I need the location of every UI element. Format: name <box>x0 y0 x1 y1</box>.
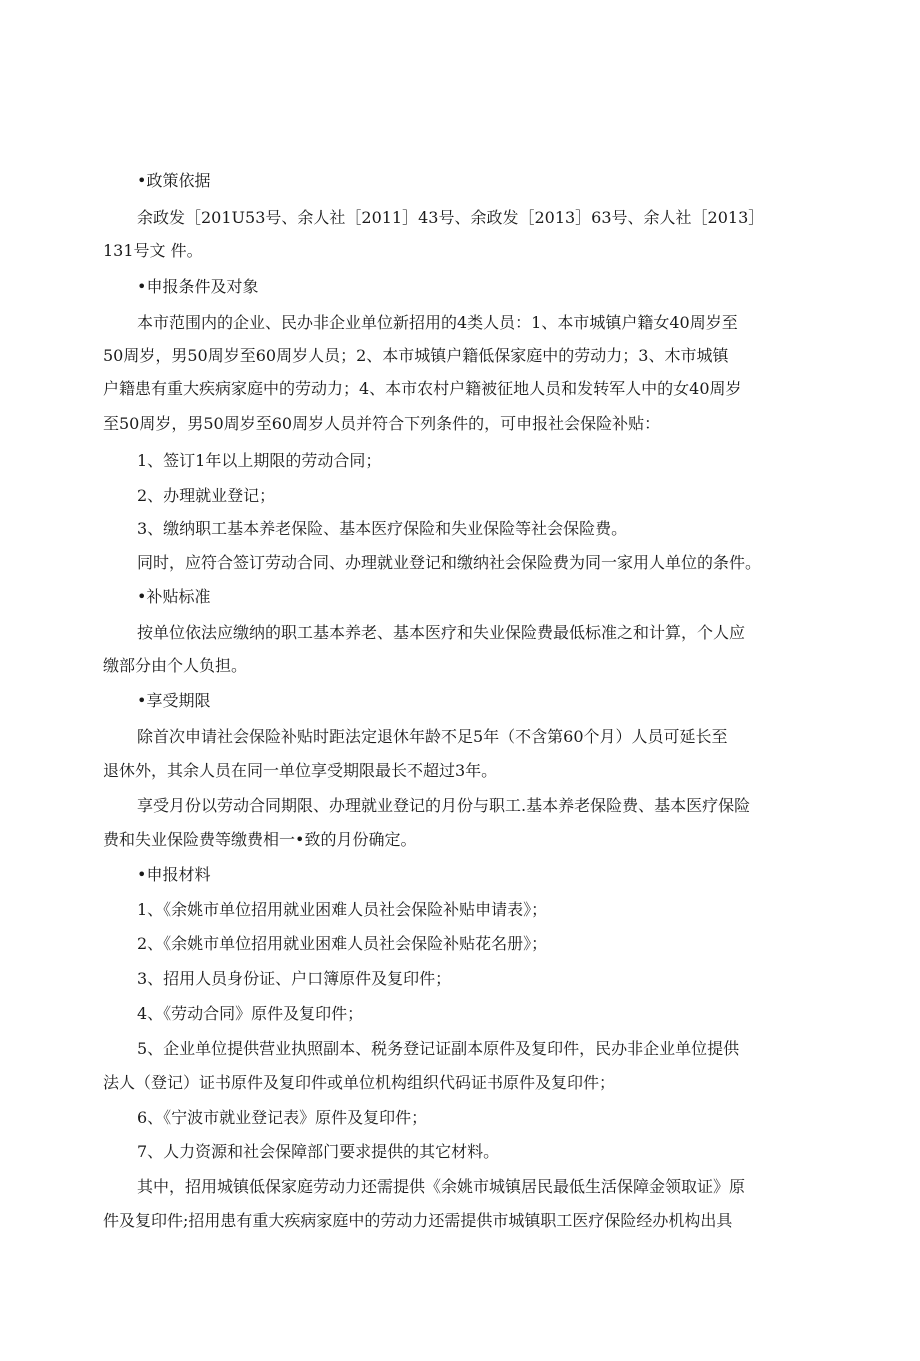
list-item: 1、签订1年以上期限的劳动合同； <box>137 451 382 470</box>
paragraph-line: 按单位依法应缴纳的职工基本养老、基本医疗和失业保险费最低标准之和计算，个人应 <box>137 623 746 642</box>
list-item: 5、企业单位提供营业执照副本、税务登记证副本原件及复印件，民办非企业单位提供 <box>137 1039 740 1058</box>
paragraph-line: 退休外，其余人员在同一单位享受期限最长不超过3年。 <box>103 761 498 780</box>
section-heading-policy-basis: •政策依据 <box>137 171 211 190</box>
list-item-continuation: 法人（登记）证书原件及复印件或单位机构组织代码证书原件及复印件； <box>103 1073 616 1092</box>
section-heading-subsidy-standard: •补贴标准 <box>137 587 211 606</box>
paragraph-line: 131号文 件。 <box>103 241 203 260</box>
paragraph-line: 件及复印件;招用患有重大疾病家庭中的劳动力还需提供市城镇职工医疗保险经办机构出具 <box>103 1211 733 1230</box>
section-heading-application-materials: •申报材料 <box>137 865 211 884</box>
paragraph-line: 50周岁，男50周岁至60周岁人员；2、本市城镇户籍低保家庭中的劳动力；3、木市城镇 <box>103 346 729 365</box>
section-heading-eligibility: •申报条件及对象 <box>137 277 259 296</box>
list-item: 1、《余姚市单位招用就业困难人员社会保险补贴申请表》； <box>137 900 548 919</box>
list-item: 7、人力资源和社会保障部门要求提供的其它材料。 <box>137 1142 500 1161</box>
paragraph-line: 同时，应符合签订劳动合同、办理就业登记和缴纳社会保险费为同一家用人单位的条件。 <box>137 553 762 572</box>
paragraph-line: 除首次申请社会保险补贴时距法定退休年龄不足5年（不含第60个月）人员可延长至 <box>137 727 728 746</box>
section-heading-benefit-period: •享受期限 <box>137 691 211 710</box>
paragraph-line: 费和失业保险费等缴费相一•致的月份确定。 <box>103 830 417 849</box>
paragraph-line: 享受月份以劳动合同期限、办理就业登记的月份与职工.基本养老保险费、基本医疗保险 <box>137 796 751 815</box>
paragraph-line: 本市范围内的企业、民办非企业单位新招用的4类人员：1、本市城镇户籍女40周岁至 <box>137 313 738 332</box>
paragraph-line: 其中，招用城镇低保家庭劳动力还需提供《余姚市城镇居民最低生活保障金领取证》原 <box>137 1177 746 1196</box>
list-item: 6、《宁波市就业登记表》原件及复印件； <box>137 1108 428 1127</box>
paragraph-line: 余政发［201U53号、余人社［2011］43号、余政发［2013］63号、余人社［2013］ <box>137 208 765 227</box>
paragraph-line: 缴部分由个人负担。 <box>103 656 248 675</box>
paragraph-line: 至50周岁，男50周岁至60周岁人员并符合下列条件的，可申报社会保险补贴： <box>103 414 661 433</box>
paragraph-line: 户籍患有重大疾病家庭中的劳动力；4、本市农村户籍被征地人员和发转军人中的女40周岁 <box>103 379 742 398</box>
list-item: 3、招用人员身份证、户口簿原件及复印件； <box>137 969 452 988</box>
list-item: 3、缴纳职工基本养老保险、基本医疗保险和失业保险等社会保险费。 <box>137 519 628 538</box>
list-item: 4、《劳动合同》原件及复印件； <box>137 1004 364 1023</box>
list-item: 2、《余姚市单位招用就业困难人员社会保险补贴花名册》； <box>137 934 548 953</box>
list-item: 2、办理就业登记； <box>137 486 276 505</box>
